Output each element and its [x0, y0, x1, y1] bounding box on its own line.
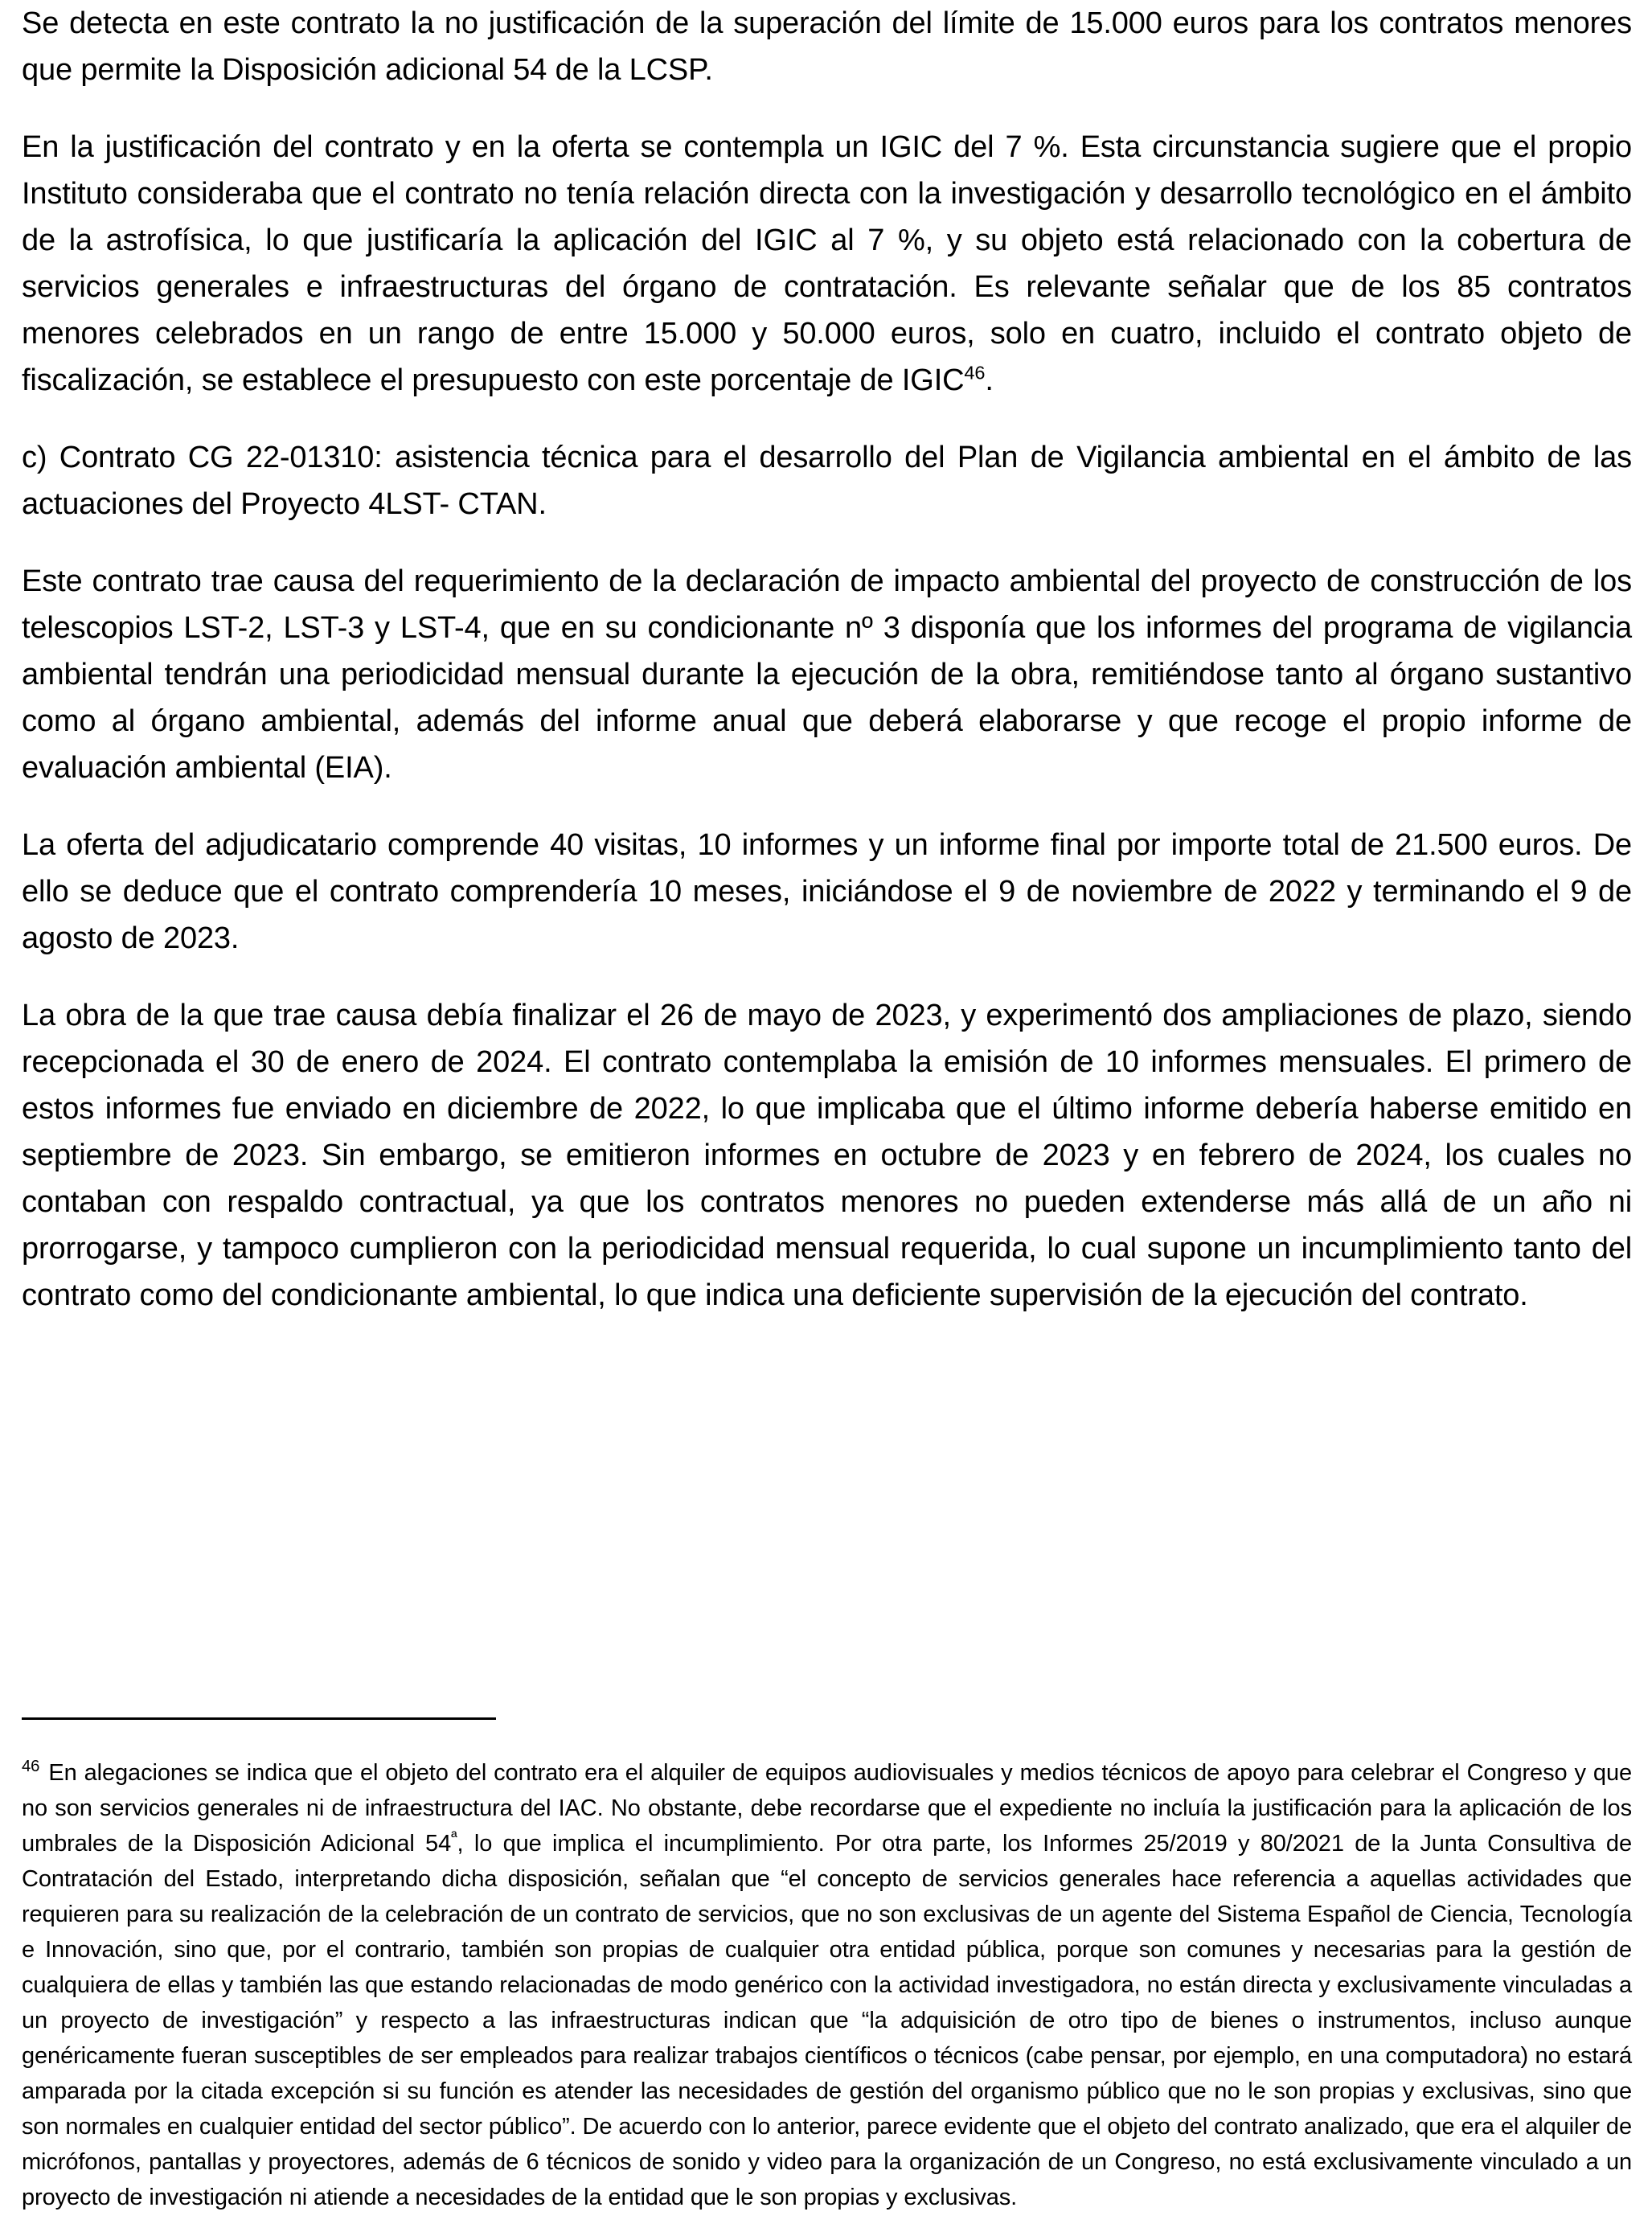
paragraph-2 — [22, 124, 1632, 404]
body-text-block — [22, 0, 1632, 1319]
paragraph-3-contract-heading: c) Contrato CG 22-01310: asistencia técnica para el desarrollo del Plan de Vigilancia ambiental en el ámbito de las actuaciones del Proyecto 4LST- CTAN. — [22, 441, 1632, 521]
footnote-reference-marker[interactable]: 46 — [964, 362, 986, 384]
footnote-ordinal-indicator: ª — [451, 1828, 457, 1847]
paragraph-6: La obra de la que trae causa debía finalizar el 26 de mayo de 2023, y experimentó dos ampliaciones de plazo, siendo recepcionada el 30 de enero de 2024. El contrato contemplaba la emisión de 10 informes mensuales. El primero de estos informes fue enviado en diciembre de 2022, lo que implicaba que el último informe debería haberse emitido en septiembre de 2023. Sin embargo, se emitieron informes en octubre de 2023 y en febrero de 2024, los cuales no contaban con respaldo contractual, ya que los contratos menores no pueden extenderse más allá de un año ni prorrogarse, y tampoco cumplieron con la periodicidad mensual requerida, lo cual supone un incumplimiento tanto del contrato como del condicionante ambiental, lo que indica una deficiente supervisión de la ejecución del contrato. — [22, 999, 1632, 1312]
paragraph-2-text-after-footnote-ref: . — [985, 363, 994, 397]
footnote-number: 46 — [22, 1758, 40, 1776]
footnote-46 — [22, 1755, 1632, 2215]
footnote-separator-rule — [22, 1717, 496, 1720]
paragraph-4: Este contrato trae causa del requerimiento de la declaración de impacto ambiental del proyecto de construcción de los telescopios LST-2, LST-3 y LST-4, que en su condicionante nº 3 disponía que los informes del programa de vigilancia ambiental tendrán una periodicidad mensual durante la ejecución de la obra, remitiéndose tanto al órgano sustantivo como al órgano ambiental, además del informe anual que deberá elaborarse y que recoge el propio informe de evaluación ambiental (EIA). — [22, 564, 1632, 785]
paragraph-5: La oferta del adjudicatario comprende 40 visitas, 10 informes y un informe final por importe total de 21.500 euros. De ello se deduce que el contrato comprendería 10 meses, iniciándose el 9 de noviembre de 2022 y terminando el 9 de agosto de 2023. — [22, 828, 1632, 955]
footnote-text-segment-2: , lo que implica el incumplimiento. Por otra parte, los Informes 25/2019 y 80/2021 de la Junta Consultiva de Contratación del Estado, interpretando dicha disposición, señalan que “el concepto de servicios generales hace referencia a aquellas actividades que requieren para su realización de la celebración de un contrato de servicios, que no son exclusivas de un agente del Sistema Español de Ciencia, Tecnología e Innovación, sino que, por el contrario, también son propias de cualquier otra entidad pública, porque son comunes y necesarias para la gestión de cualquiera de ellas y también las que estando relacionadas de modo genérico con la actividad investigadora, no están directa y exclusivamente vinculadas a un proyecto de investigación” y respecto a las infraestructuras indican que “la adquisición de otro tipo de bienes o instrumentos, incluso aunque genéricamente fueran susceptibles de ser empleados para realizar trabajos científicos o técnicos (cabe pensar, por ejemplo, en una computadora) no estará amparada por la citada excepción si su función es atender las necesidades de gestión del organismo público que no le son propias y exclusivas, sino que son normales en cualquier entidad del sector público”. De acuerdo con lo anterior, parece evidente que el objeto del contrato analizado, que era el alquiler de micrófonos, pantallas y proyectores, además de 6 técnicos de sonido y video para la organización de un Congreso, no está exclusivamente vinculado a un proyecto de investigación ni atiende a necesidades de la entidad que le son propias y exclusivas. — [22, 1831, 1632, 2210]
footnote-area — [22, 1717, 1632, 2215]
footnote-text-segment-1: En alegaciones se indica que el objeto del contrato era el alquiler de equipos audiovisuales y medios técnicos de apoyo para celebrar el Congreso y que no son servicios generales ni de infraestructura del IAC. No obstante, debe recordarse que el expediente no incluía la justificación para la aplicación de los umbrales de la Disposición Adicional 54 — [22, 1760, 1632, 1857]
paragraph-2-text-before-footnote-ref: En la justificación del contrato y en la oferta se contempla un IGIC del 7 %. Esta circunstancia sugiere que el propio Instituto consideraba que el contrato no tenía relación directa con la investigación y desarrollo tecnológico en el ámbito de la astrofísica, lo que justificaría la aplicación del IGIC al 7 %, y su objeto está relacionado con la cobertura de servicios generales e infraestructuras del órgano de contratación. Es relevante señalar que de los 85 contratos menores celebrados en un rango de entre 15.000 y 50.000 euros, solo en cuatro, incluido el contrato objeto de fiscalización, se establece el presupuesto con este porcentaje de IGIC — [22, 130, 1632, 397]
paragraph-1: Se detecta en este contrato la no justificación de la superación del límite de 15.000 euros para los contratos menores que permite la Disposición adicional 54 de la LCSP. — [22, 6, 1632, 87]
